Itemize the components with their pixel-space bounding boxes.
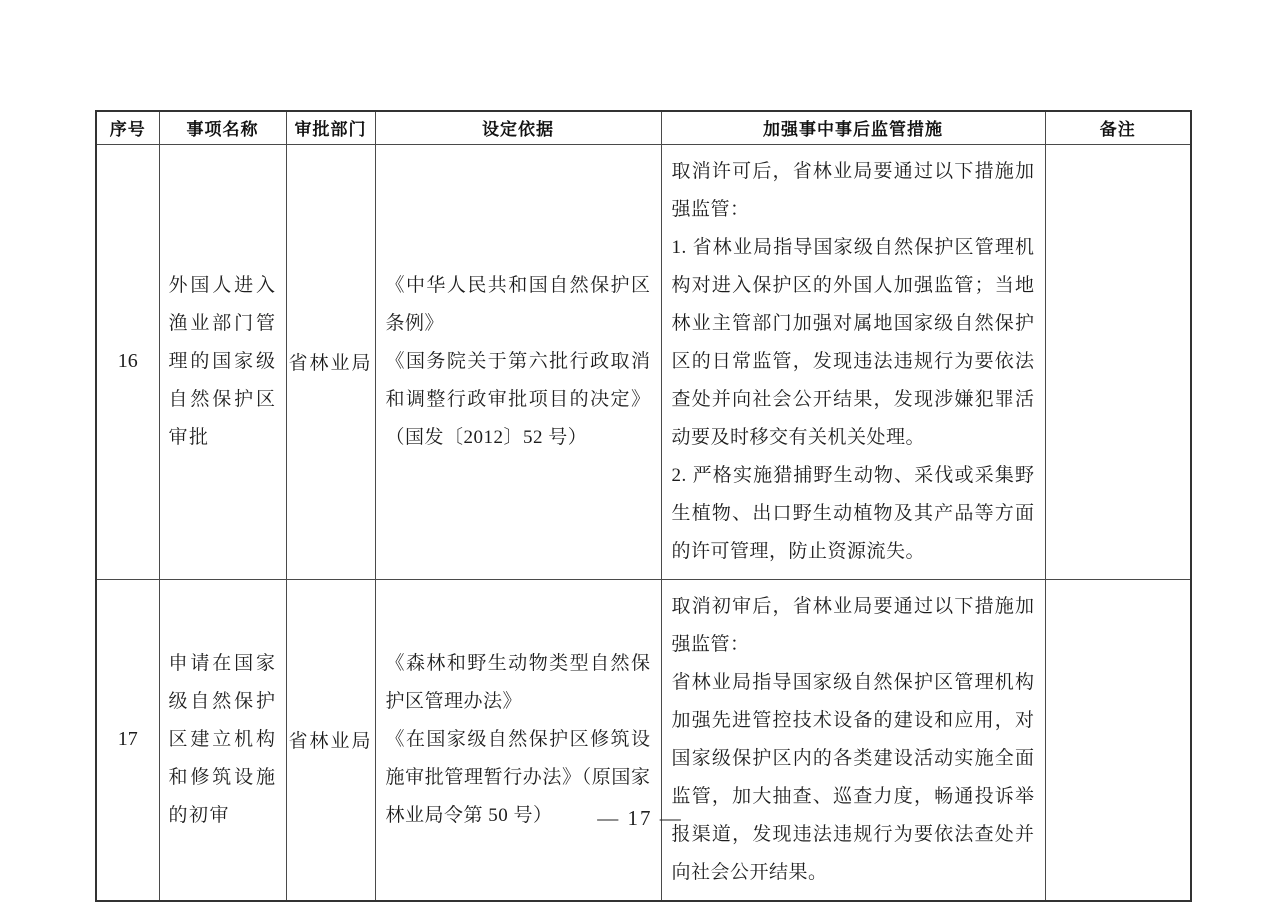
measures-paragraph: 取消许可后，省林业局要通过以下措施加强监管：	[671, 160, 1035, 220]
table-row-17	[96, 579, 1191, 901]
basis-paragraph: 《在国家级自然保护区修筑设施审批管理暂行办法》（原国家林业局令第 50 号）	[385, 728, 651, 826]
col-header-remark: 备注	[1045, 111, 1191, 144]
col-header-measures: 加强事中事后监管措施	[661, 111, 1045, 144]
measures-paragraph: 1. 省林业局指导国家级自然保护区管理机构对进入保护区的外国人加强监管；当地林业主管部门加强对属地国家级自然保护区的日常监管，发现违法违规行为要依法查处并向社会公开结果，发现涉嫌犯罪活动要及时移交有关机关处理。	[671, 236, 1035, 448]
measures-cell	[661, 579, 1045, 901]
page-number: — 17 —	[597, 806, 683, 830]
measures-paragraph: 取消初审后，省林业局要通过以下措施加强监管：	[671, 595, 1035, 655]
seq-cell: 17	[96, 579, 159, 901]
item-name-cell: 申请在国家级自然保护区建立机构和修筑设施的初审	[159, 579, 286, 901]
measures-cell	[661, 144, 1045, 579]
item-name-cell: 外国人进入渔业部门管理的国家级自然保护区审批	[159, 144, 286, 579]
basis-paragraph: 《国务院关于第六批行政取消和调整行政审批项目的决定》（国发〔2012〕52 号）	[385, 350, 651, 448]
measures-paragraph: 省林业局指导国家级自然保护区管理机构加强先进管控技术设备的建设和应用，对国家级保护区内的各类建设活动实施全面监管，加大抽查、巡查力度，畅通投诉举报渠道，发现违法违规行为要依法查处并向社会公开结果。	[671, 671, 1035, 883]
remark-cell	[1045, 579, 1191, 901]
basis-paragraph: 《中华人民共和国自然保护区条例》	[385, 274, 651, 334]
department-cell: 省林业局	[286, 579, 375, 901]
table-header-row	[96, 111, 1191, 144]
col-header-basis: 设定依据	[375, 111, 661, 144]
seq-cell: 16	[96, 144, 159, 579]
supervision-measures-table	[95, 110, 1192, 902]
table-row-16	[96, 144, 1191, 579]
basis-cell	[375, 144, 661, 579]
basis-paragraph: 《森林和野生动物类型自然保护区管理办法》	[385, 652, 651, 712]
measures-paragraph: 2. 严格实施猎捕野生动物、采伐或采集野生植物、出口野生动植物及其产品等方面的许可管理，防止资源流失。	[671, 464, 1035, 562]
department-cell: 省林业局	[286, 144, 375, 579]
col-header-seq: 序号	[96, 111, 159, 144]
col-header-item-name: 事项名称	[159, 111, 286, 144]
col-header-department: 审批部门	[286, 111, 375, 144]
basis-cell	[375, 579, 661, 901]
remark-cell	[1045, 144, 1191, 579]
